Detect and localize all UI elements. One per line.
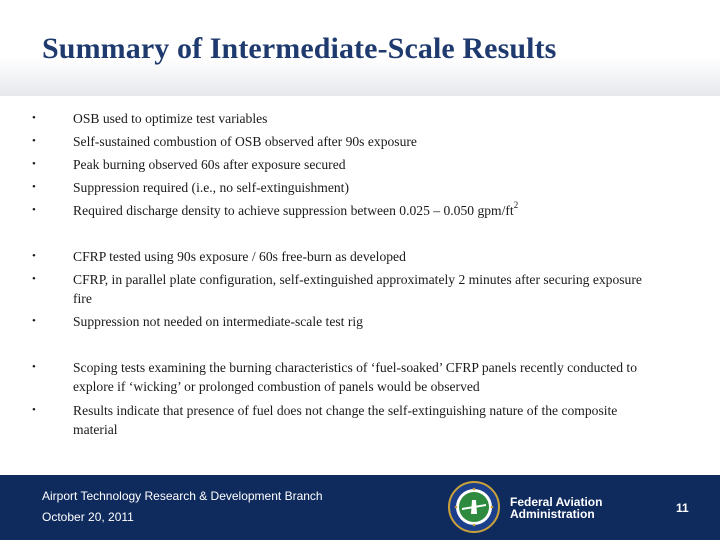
- faa-seal-icon: [448, 481, 500, 533]
- bullet-text: CFRP, in parallel plate configuration, self-extinguished approximately 2 minutes after securing exposure fire: [73, 272, 642, 306]
- bullet-dot: •: [32, 204, 36, 216]
- density-superscript: 2: [513, 200, 519, 211]
- bullet-text: Scoping tests examining the burning characteristics of ‘fuel-soaked’ CFRP panels recently conducted to explore if ‘wicking’ or prolonged combustion of panels would be observed: [73, 360, 637, 394]
- title-bar: [0, 0, 720, 96]
- footer-bar: [0, 475, 720, 540]
- bullet-text: OSB used to optimize test variables: [73, 111, 268, 126]
- agency-line-1: Federal Aviation: [510, 495, 603, 509]
- footer-date: October 20, 2011: [42, 510, 134, 524]
- bullet-dot: •: [32, 181, 36, 193]
- page-number: 11: [676, 501, 689, 515]
- bullet-dot: •: [32, 361, 36, 373]
- bullet-text-density: [73, 201, 663, 220]
- bullet-text: CFRP tested using 90s exposure / 60s free-burn as developed: [73, 249, 406, 264]
- bullet-text: Peak burning observed 60s after exposure secured: [73, 157, 346, 172]
- density-text: Required discharge density to achieve suppression between 0.025 – 0.050 gpm/ft: [73, 203, 514, 218]
- bullet-text: Suppression required (i.e., no self-extinguishment): [73, 180, 349, 195]
- bullet-dot: •: [32, 273, 36, 285]
- bullet-dot: •: [32, 404, 36, 416]
- slide-title: Summary of Intermediate-Scale Results: [42, 32, 557, 65]
- bullet-text: Self-sustained combustion of OSB observed after 90s exposure: [73, 134, 417, 149]
- agency-line-2: Administration: [510, 507, 595, 521]
- agency-name: [510, 496, 602, 520]
- bullet-text: Results indicate that presence of fuel does not change the self-extinguishing nature of the composite material: [73, 403, 618, 437]
- bullet-dot: •: [32, 158, 36, 170]
- footer-branch: Airport Technology Research & Development Branch: [42, 489, 323, 503]
- bullet-dot: •: [32, 135, 36, 147]
- bullet-dot: •: [32, 315, 36, 327]
- bullet-dot: •: [32, 250, 36, 262]
- bullet-dot: •: [32, 112, 36, 124]
- bullet-text: Suppression not needed on intermediate-scale test rig: [73, 314, 363, 329]
